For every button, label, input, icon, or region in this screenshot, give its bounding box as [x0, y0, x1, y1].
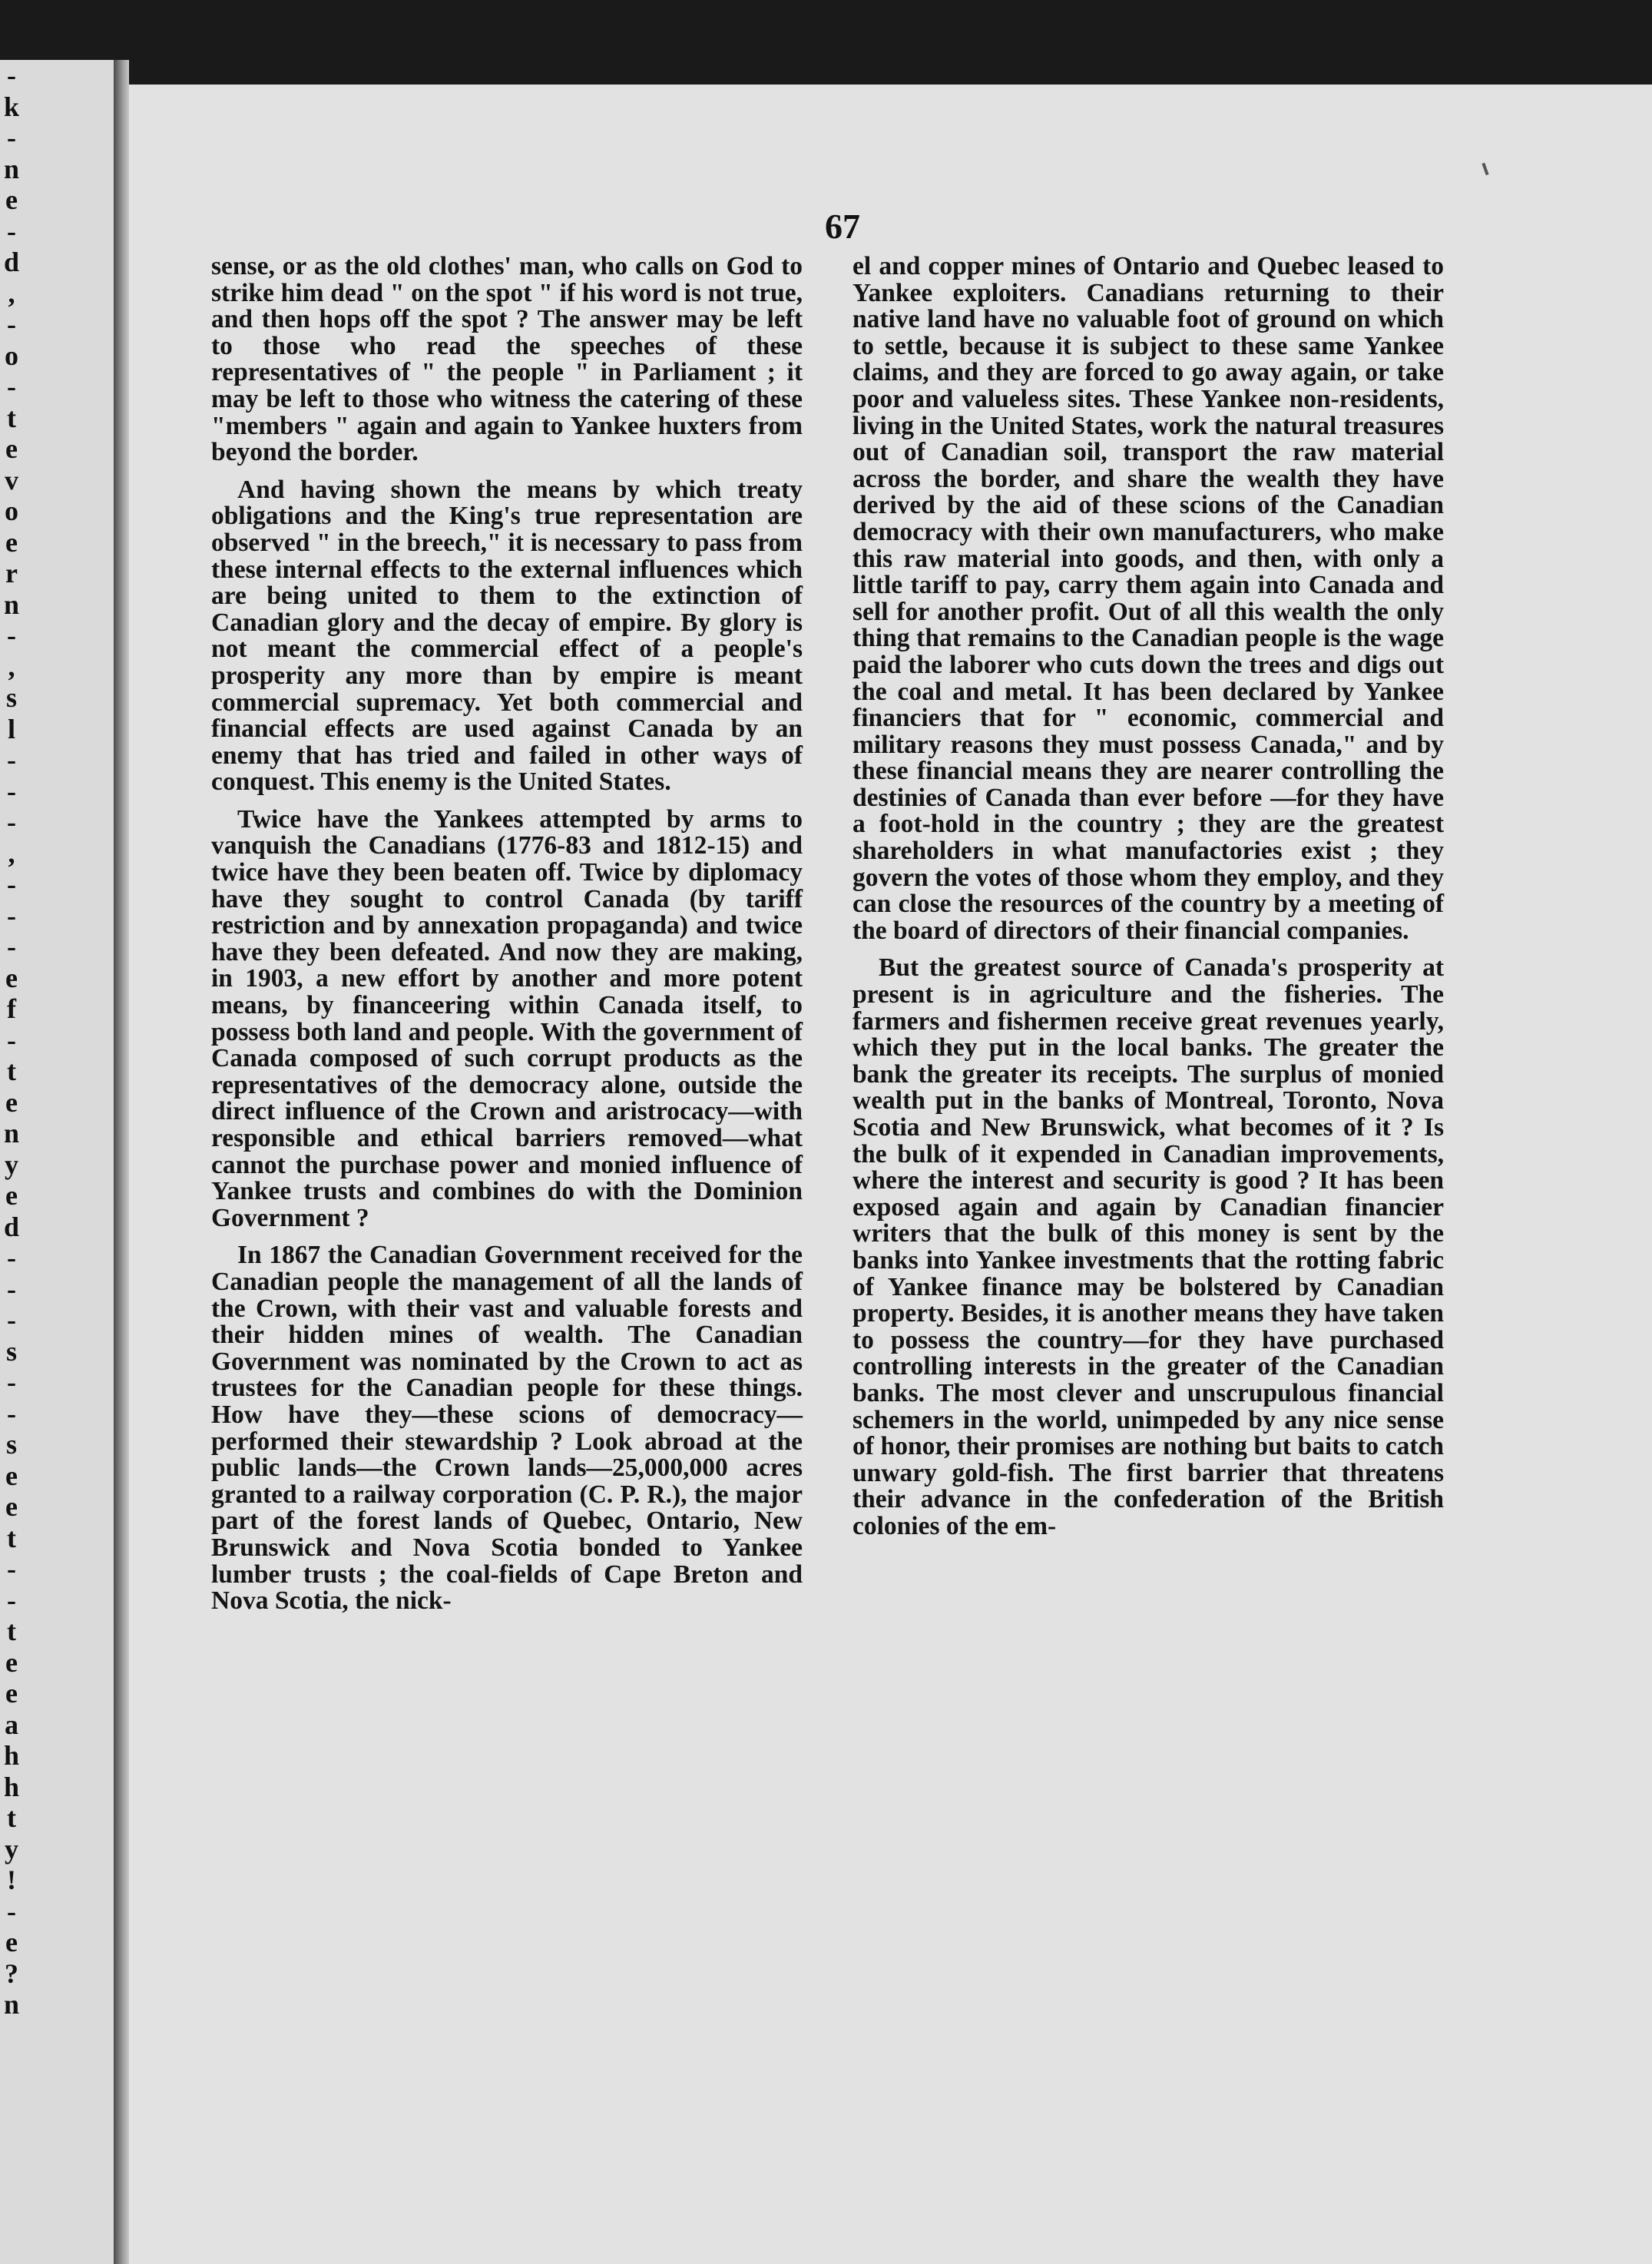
edge-letter: h	[3, 1740, 20, 1771]
edge-letter: e	[5, 1086, 18, 1118]
edge-letter: t	[7, 1522, 16, 1553]
edge-letter: -	[7, 122, 16, 153]
edge-letter: -	[7, 900, 16, 931]
edge-letter: !	[7, 1865, 16, 1895]
edge-letter: -	[7, 215, 16, 247]
edge-letter: n	[3, 153, 20, 184]
edge-letter: r	[5, 558, 18, 588]
edge-letter: -	[7, 1242, 16, 1273]
edge-letter: ,	[8, 277, 15, 309]
edge-letter: o	[5, 496, 18, 526]
edge-letter: -	[7, 1024, 16, 1056]
previous-page-strip	[0, 60, 114, 2264]
paragraph: But the greatest source of Canada's prosperity at present is in agriculture and the fisheries. The farmers and fishermen receive great revenues yearly, which they put in the local banks. The greater the bank the greater its receipts. The surplus of monied wealth put in the banks of Montreal, Toronto, Nova Scotia and New Brunswick, what becomes of it ? Is the bulk of it expended in Canadian improvements, where the interest and security is good ? It has been exposed again and again by Canadian financier writers that the bulk of this money is sent by the banks into Yankee investments that the rotting fabric of Yankee finance may be bolstered by Canadian property. Besides, it is another means they have taken to possess the country—for they have purchased controlling interests in the greater of the Canadian banks. The most clever and unscrupulous financial schemers in the world, unimpeded by any nice sense of honor, their promises are nothing but baits to catch unwary gold-fish. The first barrier that threatens their advance in the confederation of the British colonies of the em-	[852, 953, 1444, 1540]
edge-letter: e	[5, 1927, 18, 1957]
edge-letter: e	[5, 1646, 18, 1678]
edge-letter: -	[7, 1895, 16, 1927]
edge-letter: y	[5, 1149, 18, 1180]
edge-letter: h	[3, 1771, 20, 1802]
edge-letter: d	[3, 247, 20, 277]
edge-letter: e	[5, 1678, 18, 1709]
edge-letter: -	[7, 60, 16, 91]
edge-letter: e	[5, 962, 18, 993]
paragraph: el and copper mines of Ontario and Quebec leased to Yankee exploiters. Canadians returning to their native land have no valuable foot of ground on which to settle, because it is subject to these same Yankee claims, and they are forced to go away again, or take poor and valueless sites. These Yankee non-residents, living in the United States, work the natural treasures out of Canadian soil, transport the raw material across the border, and share the wealth they have derived by the aid of these scions of the Canadian democracy with their own manufacturers, who make this raw material into goods, and then, with only a little tariff to pay, carry them again into Canada and sell for another profit. Out of all this wealth the only thing that remains to the Canadian people is the wage paid the laborer who cuts down the trees and digs out the coal and metal. It has been declared by Yankee financiers that for " economic, commercial and military reasons they must possess Canada," and by these financial means they are nearer controlling the destinies of Canada than ever before —for they have a foot-hold in the country ; they are the greatest shareholders in what manufactories exist ; they govern the votes of those whom they employ, and they can close the resources of the country by a meeting of the board of directors of their financial companies.	[852, 252, 1444, 945]
edge-letter: f	[7, 993, 16, 1024]
edge-letter: n	[3, 588, 20, 620]
edge-letter: e	[5, 526, 18, 558]
edge-letter: t	[7, 1616, 16, 1646]
edge-letter: n	[3, 1118, 20, 1149]
edge-letter: ?	[5, 1957, 18, 1989]
edge-letter: t	[7, 1056, 16, 1086]
edge-letter: -	[7, 1273, 16, 1304]
paragraph: Twice have the Yankees attempted by arms to vanquish the Canadians (1776-83 and 1812-15) and twice have they been beaten off. Twice by diplomacy have they sought to control Canada (by tariff restriction and by annexation propaganda) and twice have they been defeated. And now they are making, in 1903, a new effort by another and more potent means, by financeering within Canada itself, to possess both land and people. With the government of Canada composed of such corrupt products as the representatives of the democracy alone, outside the direct influence of the Crown and aristrocacy—with responsible and ethical barriers removed—what cannot the purchase power and monied influence of Yankee trusts and combines do with the Dominion Government ?	[211, 804, 803, 1232]
edge-letter: -	[7, 1397, 16, 1429]
paragraph: In 1867 the Canadian Government received for the Canadian people the management of all the lands of the Crown, with their vast and valuable forests and their hidden mines of wealth. The Canadian Government was nominated by the Crown to act as trustees for the Canadian people for these things. How have they—these scions of democracy—performed their stewardship ? Look abroad at the public lands—the Crown lands—25,000,000 acres granted to a railway corporation (C. P. R.), the major part of the forest lands of Quebec, Ontario, New Brunswick and Nova Scotia bonded to Yankee lumber trusts ; the coal-fields of Cape Breton and Nova Scotia, the nick-	[211, 1241, 803, 1616]
book-gutter	[114, 60, 129, 2264]
paragraph: sense, or as the old clothes' man, who calls on God to strike him dead " on the spot " if his word is not true, and then hops off the spot ? The answer may be left to those who read the speeches of these representatives of " the people " in Parliament ; it may be left to those who witness the catering of these "members " again and again to Yankee huxters from beyond the border.	[211, 252, 803, 467]
paragraph: And having shown the means by which treaty obligations and the King's true representation are observed " in the breech," it is necessary to pass from these internal effects to the external influences which are being united to them to the extinction of Canadian glory and the decay of empire. By glory is not meant the commercial effect of a people's prosperity any more than by empire is meant commercial supremacy. Yet both commercial and financial effects are used against Canada by an enemy that has tried and failed in other ways of conquest. This enemy is the United States.	[211, 475, 803, 797]
edge-letter: e	[5, 1491, 18, 1522]
edge-letter: ,	[8, 651, 15, 682]
edge-letter: -	[7, 744, 16, 775]
edge-letter: s	[5, 1335, 17, 1367]
edge-letter: -	[7, 1367, 16, 1397]
edge-letter: l	[7, 713, 15, 744]
edge-letter: -	[7, 807, 16, 837]
edge-letter: t	[7, 402, 16, 433]
edge-letter: -	[7, 1584, 16, 1616]
edge-letter: s	[5, 682, 17, 713]
edge-letter: ,	[8, 837, 15, 869]
page-number: 67	[825, 207, 860, 246]
edge-letter: y	[5, 1833, 18, 1865]
edge-letter: -	[7, 775, 16, 807]
edge-letter: t	[7, 1802, 16, 1833]
edge-letter: -	[7, 1553, 16, 1584]
left-text-column	[211, 254, 803, 1626]
right-text-column	[852, 254, 1444, 1551]
edge-letter: -	[7, 620, 16, 651]
edge-letter: -	[7, 371, 16, 402]
edge-letter: -	[7, 1304, 16, 1335]
edge-letter: d	[3, 1211, 20, 1242]
edge-letter: -	[7, 309, 16, 340]
edge-letter: -	[7, 869, 16, 900]
edge-letter: e	[5, 1180, 18, 1211]
edge-letter: v	[5, 464, 18, 496]
previous-page-text-edge	[0, 60, 23, 2264]
edge-letter: n	[3, 1989, 20, 2020]
edge-letter: k	[3, 91, 20, 122]
edge-letter: e	[5, 1460, 18, 1491]
edge-letter: s	[5, 1429, 17, 1460]
edge-letter: e	[5, 184, 18, 215]
edge-letter: a	[5, 1709, 18, 1740]
edge-letter: -	[7, 931, 16, 962]
edge-letter: o	[5, 340, 18, 371]
edge-letter: e	[5, 433, 18, 464]
